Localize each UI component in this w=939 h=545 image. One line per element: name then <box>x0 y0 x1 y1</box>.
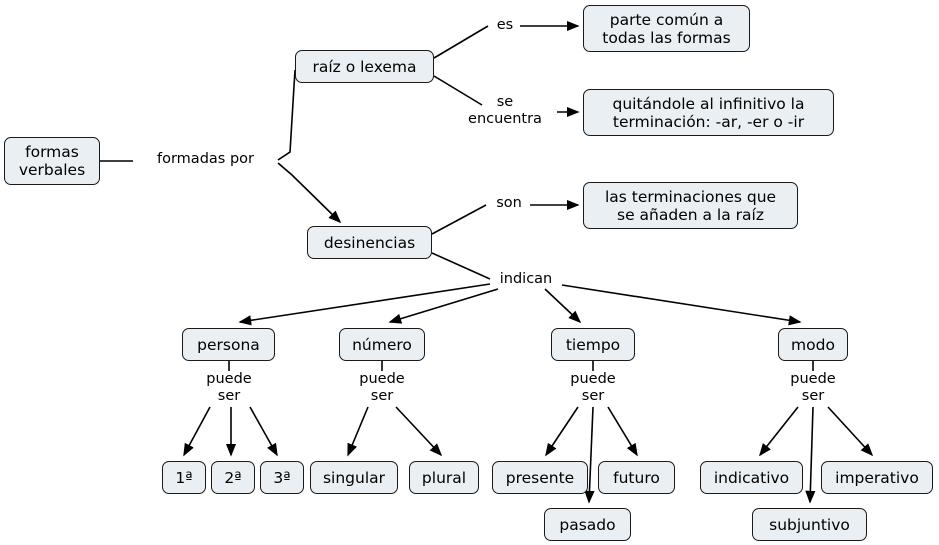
edge-puede-persona-to-1a <box>184 407 210 455</box>
edge-puede-modo-to-subjuntivo <box>810 407 813 502</box>
node-tiempo[interactable]: tiempo <box>551 328 635 361</box>
link-label-puede-ser-modo: puede ser <box>790 371 836 404</box>
node-tercera[interactable]: 3ª <box>260 461 304 494</box>
node-terminaciones[interactable]: las terminaciones que se añaden a la raíz <box>583 182 798 229</box>
node-indicativo[interactable]: indicativo <box>700 461 803 494</box>
node-modo[interactable]: modo <box>778 328 848 361</box>
edge-raiz-to-es <box>434 26 488 58</box>
link-label-puede-ser-numero: puede ser <box>359 371 405 404</box>
node-imperativo[interactable]: imperativo <box>821 461 933 494</box>
node-desinencias[interactable]: desinencias <box>307 226 432 259</box>
node-formas-verbales[interactable]: formas verbales <box>4 137 100 185</box>
node-persona[interactable]: persona <box>182 328 275 361</box>
node-parte-comun[interactable]: parte común a todas las formas <box>583 5 750 52</box>
node-primera[interactable]: 1ª <box>162 461 206 494</box>
edge-puede-tiempo-to-presente <box>546 407 578 455</box>
node-subjuntivo[interactable]: subjuntivo <box>752 508 867 541</box>
edge-indican-to-numero <box>390 289 498 322</box>
link-label-puede-ser-persona: puede ser <box>206 371 252 404</box>
node-pasado[interactable]: pasado <box>544 508 631 541</box>
link-label-indican: indican <box>499 271 553 287</box>
edge-puede-tiempo-to-futuro <box>608 407 637 455</box>
link-label-son: son <box>496 195 522 211</box>
node-plural[interactable]: plural <box>409 461 479 494</box>
link-label-es: es <box>496 17 514 33</box>
node-futuro[interactable]: futuro <box>598 461 675 494</box>
node-numero[interactable]: número <box>339 328 425 361</box>
edge-formadas-to-raiz <box>278 70 295 160</box>
node-presente[interactable]: presente <box>492 461 588 494</box>
node-singular[interactable]: singular <box>310 461 398 494</box>
edge-puede-numero-to-plural <box>396 407 441 455</box>
edge-puede-modo-to-indicativo <box>760 407 798 455</box>
edge-indican-to-persona <box>240 284 490 322</box>
link-label-puede-ser-tiempo: puede ser <box>570 371 616 404</box>
edge-indican-to-tiempo <box>545 289 580 322</box>
edge-puede-persona-to-3a <box>250 407 277 455</box>
node-raiz-o-lexema[interactable]: raíz o lexema <box>295 50 434 83</box>
edge-puede-tiempo-to-pasado <box>589 407 593 502</box>
edge-desinencias-to-indican <box>432 253 490 279</box>
edge-desinencias-to-son <box>432 205 486 234</box>
link-label-formadas-por: formadas por <box>157 151 254 167</box>
node-quitandole-infinitivo[interactable]: quitándole al infinitivo la terminación: -ar, -er o -ir <box>583 89 834 136</box>
edge-puede-numero-to-singular <box>348 407 368 455</box>
edge-indican-to-modo <box>562 285 800 322</box>
link-label-se-encuentra: se encuentra <box>468 94 542 127</box>
node-segunda[interactable]: 2ª <box>211 461 255 494</box>
edge-puede-modo-to-imperativo <box>828 407 872 455</box>
edge-formadas-to-desinencias <box>278 163 340 222</box>
